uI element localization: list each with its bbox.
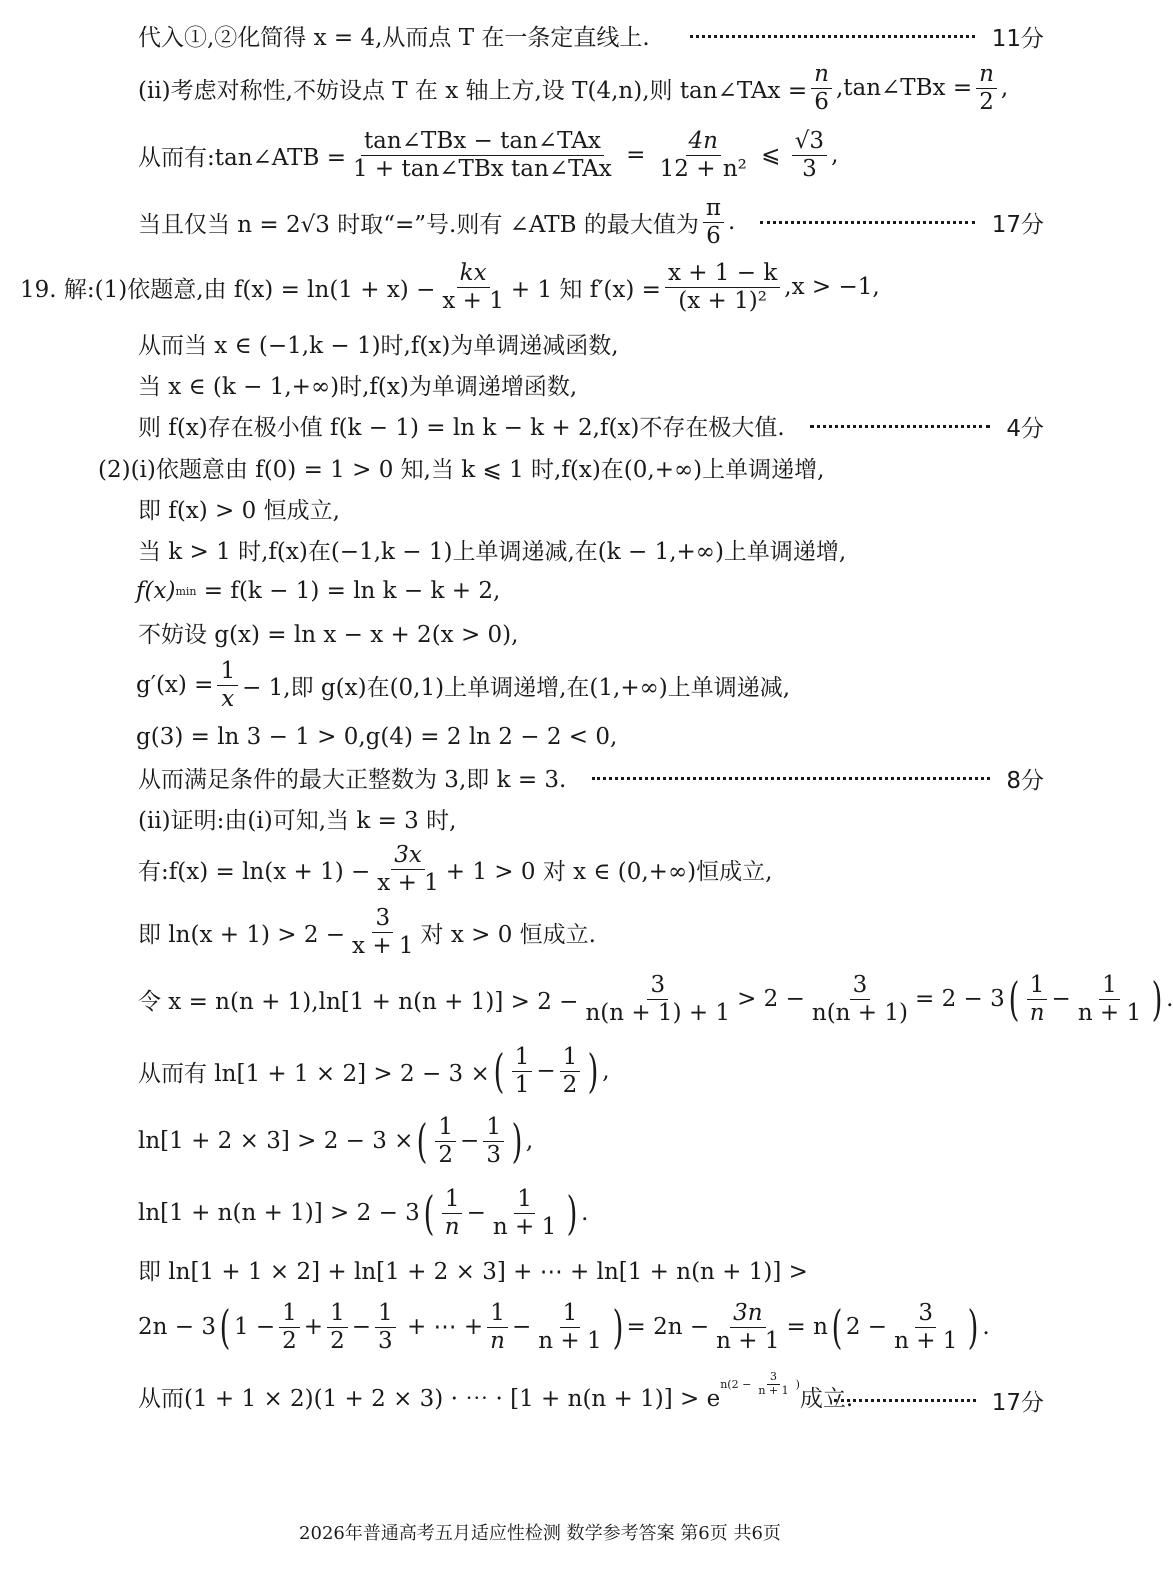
text-line [138,18,650,52]
text-line: g(3) = ln 3 − 1 > 0,g(4) = 2 ln 2 − 2 < 0, [136,724,618,750]
dot-leader [760,206,975,236]
text-line: f(x) min = f(k − 1) = ln k − k + 2, [136,578,501,604]
fraction: 1 2 [435,1114,456,1168]
fraction: $\frac{1}{x}$ [217,658,238,712]
score-label: 11分 [991,26,1044,52]
subscript: min [175,584,197,598]
fraction: 1 n [442,1186,463,1240]
fraction: $\frac{3}{n + 1}$ [894,1300,958,1354]
fraction: tan∠TBx − tan∠TAx 1 + tan∠TBx tan∠TAx [352,128,612,182]
fraction: $\frac{1}{n + 1}$ [492,1186,557,1240]
line-text: 从而有:tan∠ATB = [138,144,346,171]
fraction: $\frac{1}{n + 1}$ [538,1300,602,1354]
fraction: $\frac{3}{n(n + 1) + 1}$ [585,972,731,1026]
fraction: $\frac{kx}{x + 1}$ [442,260,504,314]
text-line: 令 x = n(n + 1),ln[1 + n(n + 1)] > 2 − $\frac{3}{n(n + 1) + 1}$ > 2 − $\frac{3}{n(n + 1)}$ = 2 − 3 ( 1 n − $\frac{1}{n + 1}$ ) . [138,972,1173,1026]
dot-leader [592,762,990,792]
dot-leader [834,1384,976,1414]
text-line: g′(x) = $\frac{1}{x}$ − 1,即 g(x)在(0,1)上单调递增,在(1,+∞)上单调递减, [136,658,791,712]
fraction: 1 n [1027,972,1048,1026]
text-line: 从而满足条件的最大正整数为 3,即 k = 3. [138,766,567,793]
page-footer: 2026年普通高考五月适应性检测 数学参考答案 第6页 共6页 [299,1523,781,1544]
score-label: 17分 [991,1390,1044,1416]
text-line: 即 ln(x + 1) > 2 − $\frac{3}{x + 1}$ 对 x > 0 恒成立. [138,905,596,959]
fraction: $\frac{3}{x + 1}$ [352,905,414,959]
fraction: $\frac{1}{2}$ [279,1300,300,1354]
text-line: 从而当 x ∈ (−1,k − 1)时,f(x)为单调递减函数, [138,332,619,359]
text-line: 即 f(x) > 0 恒成立, [138,497,340,524]
line-text: 代入①,②化简得 x = 4,从而点 T 在一条定直线上. [138,24,650,51]
line-text: (ii)考虑对称性,不妨设点 T 在 x 轴上方,设 T(4,n),则 tan∠TAx = [138,77,808,104]
text-line: 有:f(x) = ln(x + 1) − $\frac{3x}{x + 1}$ + 1 > 0 对 x ∈ (0,+∞)恒成立, [138,842,773,896]
fraction: $\frac{1}{n + 1}$ [1077,972,1142,1026]
text-line: 即 ln[1 + 1 × 2] + ln[1 + 2 × 3] + ⋯ + ln[1 + n(n + 1)] > [138,1258,808,1285]
punct: , [1000,75,1009,101]
text-line: 从而有:tan∠ATB = tan∠TBx − tan∠TAx 1 + tan∠TBx tan∠TAx = $\frac{4n}{\text{12 + n²}}$ ⩽ √3 3 , [138,128,839,182]
fraction: $\frac{1}{2}$ [560,1044,581,1098]
line-text: 当且仅当 n = 2√3 时取“=”号.则有 ∠ATB 的最大值为 [138,211,699,238]
score-label: 17分 [991,212,1044,238]
fraction: $\frac{1}{2}$ [327,1300,348,1354]
line-text: ,x > −1, [784,274,880,300]
text-line: 2n − 3 ( 1 − $\frac{1}{2}$ + $\frac{1}{2}$ − $\frac{1}{3}$ + ⋯ + $\frac{1}{n}$ − $\frac{1}{n + 1}$ ) = 2n − $\frac{3n}{n + 1}$ = n ( 2 − $\frac{3}{n + 1}$ ) . [138,1300,990,1354]
text-line: 则 f(x)存在极小值 f(k − 1) = ln k − k + 2,f(x)不存在极大值. [138,414,785,441]
fraction: $\frac{1}{3}$ [375,1300,396,1354]
text-line: ln[1 + 2 × 3] > 2 − 3 × ( 1 2 − $\frac{1}{3}$ ) , [138,1114,534,1168]
fraction: √3 3 [792,128,827,182]
line-text: ,tan∠TBx = [835,75,973,101]
line-text: + 1 知 f′(x) = [510,276,661,303]
text-line [138,194,735,250]
fraction: $\frac{3}{n + 1}$ [758,1369,789,1397]
text-line: 当 x ∈ (k − 1,+∞)时,f(x)为单调递增函数, [138,373,578,400]
fraction: $\frac{3x}{x + 1}$ [377,842,439,896]
fraction: $\frac{3n}{n + 1}$ [716,1300,780,1354]
punct: , [831,142,839,168]
line-text: 19. 解:(1)依题意,由 f(x) = ln(1 + x) − [20,276,436,303]
dot-leader [810,410,990,440]
exponent: n(2 − 3 n + 1 ) [720,1369,800,1397]
text-line: (2)(i)依题意由 f(0) = 1 > 0 知,当 k ⩽ 1 时,f(x)在(0,+∞)上单调递增, [98,456,825,483]
text-line: 当 k > 1 时,f(x)在(−1,k − 1)上单调递减,在(k − 1,+∞)上单调递增, [138,538,847,565]
text-line: (ii)证明:由(i)可知,当 k = 3 时, [138,807,457,834]
fraction: $\frac{4n}{\text{12 + n²}}$ [659,128,747,182]
punct: . [727,209,736,235]
text-line: 不妨设 g(x) = ln x − x + 2(x > 0), [138,621,519,648]
text-line: 从而(1 + 1 × 2)(1 + 2 × 3) · ⋯ · [1 + n(n + 1)] > e $^{n(2 - \frac{3}{n + 1} )}$ 成立. [138,1369,854,1412]
text-line: 从而有 ln[1 + 1 × 2] > 2 − 3 × ( 1 1 − $\frac{1}{2}$ ) , [138,1044,610,1098]
text-line [138,60,1008,116]
fraction: 1 1 [512,1044,533,1098]
text-line [20,258,880,316]
fraction: $\frac{n}{6}$ [811,61,832,115]
fraction: $\frac{x + 1 - k}{\text{(x + 1)²}}$ [665,260,780,314]
fraction: $\frac{1}{3}$ [483,1114,504,1168]
text-line: ln[1 + n(n + 1)] > 2 − 3 ( 1 n − $\frac{1}{n + 1}$ ) . [138,1186,589,1240]
score-label: 4分 [1006,416,1044,442]
fraction: $\frac{3}{n(n + 1)}$ [811,972,908,1026]
dot-leader [690,20,975,50]
fraction: $\frac{1}{n}$ [487,1300,508,1354]
score-label: 8分 [1006,768,1044,794]
fraction: $\frac{n}{2}$ [976,61,997,115]
fraction: π 6 [703,195,724,249]
